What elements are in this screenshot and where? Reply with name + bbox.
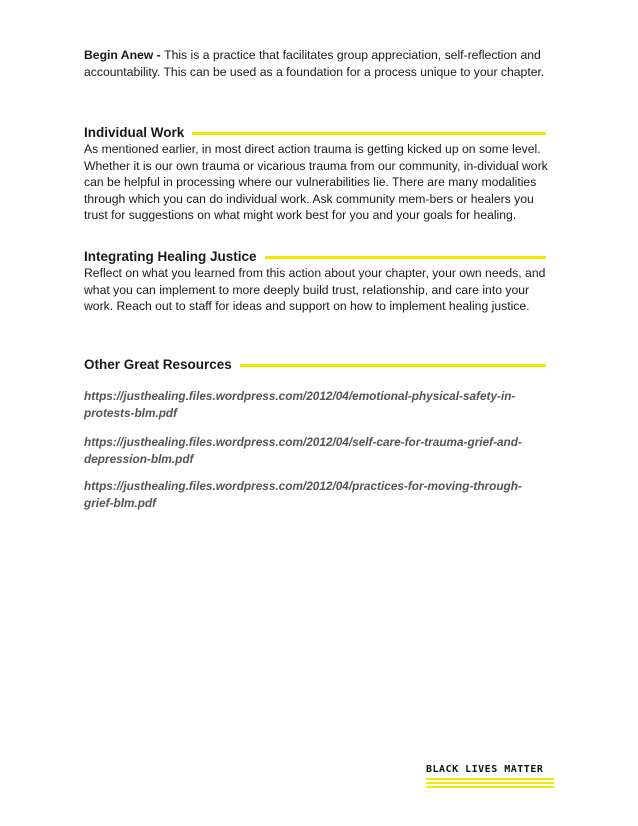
section-rule [265, 256, 546, 259]
intro-text: This is a practice that facilitates group appreciation, self-reflection and accountability. This can be used as a foundation for a process unique to your chapter. [84, 48, 545, 79]
section-title-other-great-resources: Other Great Resources [84, 356, 232, 372]
brand-stripe [426, 778, 554, 780]
brand-logo [426, 764, 554, 788]
section-body-individual-work: As mentioned earlier, in most direct action trauma is getting kicked up on some level. Whether it is our own trauma or vicarious trauma from our community, in-dividual work can be helpful in processing where our vulnerabilities lie. There are many modalities through which you can do individual work. Ask community mem-bers or healers you trust for suggestions on what might work best for you and your goals for healing. [84, 142, 548, 222]
brand-stripe [426, 782, 554, 784]
intro-lead: Begin Anew - [84, 48, 165, 62]
section-title-individual-work: Individual Work [84, 124, 185, 140]
section-rule [240, 364, 546, 367]
section-header-individual-work [84, 123, 546, 141]
brand-stripe [426, 786, 554, 788]
brand-wordmark: BLACK LIVES MATTER [426, 764, 544, 775]
resource-link[interactable]: https://justhealing.files.wordpress.com/2012/04/practices-for-moving-through-grief-blm.pdf [84, 479, 522, 510]
section-rule [192, 132, 546, 135]
section-header-integrating-healing-justice [84, 247, 546, 265]
resource-link[interactable]: https://justhealing.files.wordpress.com/2012/04/self-care-for-trauma-grief-and-depression-blm.pdf [84, 435, 522, 466]
section-body-integrating-healing-justice: Reflect on what you learned from this action about your chapter, your own needs, and what you can implement to more deeply build trust, relationship, and care into your work. Reach out to staff for ideas and support on how to implement healing justice. [84, 266, 546, 313]
section-title-integrating-healing-justice: Integrating Healing Justice [84, 248, 257, 264]
section-header-other-great-resources [84, 355, 546, 373]
resource-link[interactable]: https://justhealing.files.wordpress.com/2012/04/emotional-physical-safety-in-protests-blm.pdf [84, 389, 516, 420]
intro-paragraph [84, 47, 550, 80]
